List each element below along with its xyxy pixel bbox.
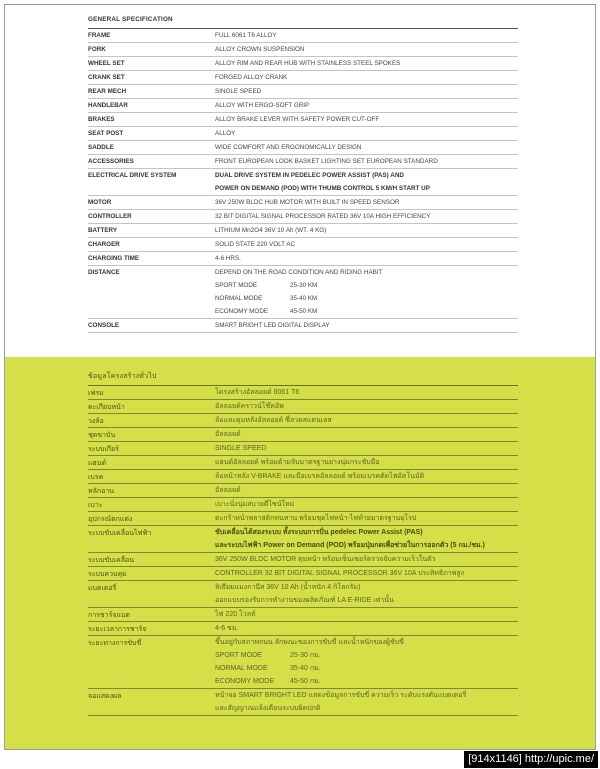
spec-row — [88, 470, 518, 484]
spec-value: เบาะนั่งนุ่มสบายดีไซน์ใหม่ — [215, 501, 295, 508]
spec-label: เฟรม — [88, 390, 104, 397]
distance-mode: ECONOMY MODE — [215, 308, 269, 315]
spec-values — [215, 622, 518, 635]
distance-intro: ขึ้นอยู่กับสภาพถนน ลักษณะของการขับขี่ และน้ำหนักของผู้ขับขี่ — [215, 639, 404, 646]
spec-label: BATTERY — [88, 227, 118, 234]
spec-value: ตะกร้าหน้าพลาสติกทนทาน พร้อมชุดไฟหน้า-ไฟท้ายมาตรฐานยุโรป — [215, 515, 417, 522]
distance-mode-line — [215, 662, 518, 675]
spec-values — [215, 57, 518, 70]
spec-values — [215, 636, 518, 688]
console-value: และสัญญาณแจ้งเตือนระบบผิดปกติ — [215, 705, 321, 712]
spec-row — [88, 442, 518, 456]
spec-label: อุปกรณ์ตกแต่ง — [88, 516, 133, 523]
console-value: SMART BRIGHT LED DIGITAL DISPLAY — [215, 322, 330, 329]
english-spec-title: GENERAL SPECIFICATION — [88, 14, 518, 29]
spec-row — [88, 85, 518, 99]
spec-values — [215, 386, 518, 399]
spec-label: BRAKES — [88, 116, 115, 123]
distance-mode: NORMAL MODE — [215, 665, 268, 672]
spec-row — [88, 581, 518, 608]
spec-value: POWER ON DEMAND (POD) WITH THUMB CONTROL 5 KM/H START UP — [215, 185, 430, 192]
distance-mode: SPORT MODE — [215, 652, 262, 659]
spec-values — [215, 99, 518, 112]
spec-values — [215, 141, 518, 154]
spec-row — [88, 608, 518, 622]
distance-mode-line — [215, 279, 518, 292]
spec-label: WHEEL SET — [88, 60, 125, 67]
spec-row — [88, 553, 518, 567]
spec-row — [88, 567, 518, 581]
spec-row-distance — [88, 266, 518, 319]
spec-value: DUAL DRIVE SYSTEM IN PEDELEC POWER ASSIST (PAS) AND — [215, 172, 404, 179]
spec-label: CHARGING TIME — [88, 255, 140, 262]
spec-label: CONSOLE — [88, 322, 120, 329]
spec-value: อัลลอยด์คราวน์โช๊คอัพ — [215, 403, 284, 410]
spec-values — [215, 210, 518, 223]
console-value: หน้าจอ SMART BRIGHT LED แสดงข้อมูลการขับขี่ ความเร็ว ระดับแรงดันแบตเตอรี่ — [215, 692, 467, 699]
spec-row — [88, 127, 518, 141]
spec-value: อัลลอยด์ — [215, 431, 241, 438]
spec-label: ระบบเกียร์ — [88, 446, 119, 453]
spec-value: ล้อหน้าหลัง V-BRAKE และมือเบรคอัลลอยด์ พร้อมเบรคตัดไฟอัตโนมัติ — [215, 473, 425, 480]
spec-values — [215, 224, 518, 237]
spec-label: ระบบขับเคลื่อน — [88, 557, 134, 564]
spec-label: ระบบขับเคลื่อนไฟฟ้า — [88, 530, 152, 537]
spec-value: ALLOY CROWN SUSPENSION — [215, 46, 305, 53]
spec-values — [215, 581, 518, 607]
spec-values — [215, 608, 518, 621]
spec-row — [88, 141, 518, 155]
spec-label: วงล้อ — [88, 418, 104, 425]
spec-values — [215, 414, 518, 427]
distance-range: 35-40 KM — [290, 295, 318, 302]
spec-row — [88, 99, 518, 113]
spec-value: ออกแบบรองรับการทำงานของผลิตภัณฑ์ LA E-RIDE เท่านั้น — [215, 597, 394, 604]
spec-row-console — [88, 689, 518, 716]
spec-values — [215, 196, 518, 209]
spec-row — [88, 224, 518, 238]
spec-value: SINGLE SPEED — [215, 445, 267, 452]
spec-value: ALLOY WITH ERGO-SOFT GRIP — [215, 102, 310, 109]
spec-value: แฮนด์อัลลอยด์ พร้อมด้ามจับมาตรฐานยางนุ่มกระชับมือ — [215, 459, 380, 466]
spec-row — [88, 29, 518, 43]
spec-value: อัลลอยด์ — [215, 487, 241, 494]
spec-label: CRANK SET — [88, 74, 125, 81]
distance-intro: DEPEND ON THE ROAD CONDITION AND RIDING HABIT — [215, 269, 383, 276]
spec-row — [88, 169, 518, 196]
distance-range: 25-30 กม. — [290, 652, 321, 659]
spec-values — [215, 43, 518, 56]
spec-value: LITHIUM Mn2O4 36V 10 Ah (WT. 4 KG) — [215, 227, 327, 234]
spec-label: การชาร์จแบต — [88, 612, 130, 619]
spec-value: ล้อและดุมหลังอัลลอยด์ ซี่ลวดสแตนเลส — [215, 417, 332, 424]
spec-value: 32 BIT DIGITAL SIGNAL PROCESSOR RATED 36V 10A HIGH EFFICIENCY — [215, 213, 431, 220]
distance-range: 45-50 KM — [290, 308, 318, 315]
spec-value: WIDE COMFORT AND ERGONOMICALLY DESIGN — [215, 144, 362, 151]
spec-values — [215, 484, 518, 497]
spec-label: CONTROLLER — [88, 213, 132, 220]
thai-spec-section — [5, 357, 595, 749]
distance-mode: SPORT MODE — [215, 282, 258, 289]
spec-row — [88, 386, 518, 400]
spec-values — [215, 689, 518, 715]
spec-values — [215, 252, 518, 265]
spec-label: SEAT POST — [88, 130, 124, 137]
spec-values — [215, 400, 518, 413]
spec-label: เบรค — [88, 474, 104, 481]
spec-values — [215, 512, 518, 525]
spec-row — [88, 400, 518, 414]
spec-value: ALLOY — [215, 130, 236, 137]
watermark: [914x1146] http://upic.me/ — [464, 751, 598, 768]
distance-range: 45-50 กม. — [290, 678, 321, 685]
spec-value: ลิเธียมแมงกานีส 36V 10 Ah (น้ำหนัก 4 กิโลกรัม) — [215, 584, 361, 591]
english-spec-table — [88, 14, 518, 333]
spec-value: ALLOY BRAKE LEVER WITH SAFETY POWER CUT-OFF — [215, 116, 380, 123]
spec-value: 36V 250W BLDC MOTOR ดุมหน้า พร้อมเซ็นเซอร์ตรวจจับความเร็วในตัว — [215, 556, 436, 563]
spec-value: ไฟ 220 โวลท์ — [215, 611, 256, 618]
spec-values — [215, 113, 518, 126]
spec-label: ACCESSORIES — [88, 158, 134, 165]
spec-row — [88, 43, 518, 57]
spec-row — [88, 456, 518, 470]
spec-values — [215, 169, 518, 195]
spec-values — [215, 85, 518, 98]
spec-label: FRAME — [88, 32, 111, 39]
spec-label: หลักอาน — [88, 488, 115, 495]
spec-row — [88, 414, 518, 428]
distance-mode-line — [215, 305, 518, 318]
spec-values — [215, 238, 518, 251]
spec-value: 36V 250W BLDC HUB MOTOR WITH BUILT IN SPEED SENSOR — [215, 199, 400, 206]
spec-label: REAR MECH — [88, 88, 127, 95]
spec-row-distance — [88, 636, 518, 689]
spec-values — [215, 319, 518, 332]
distance-mode-line — [215, 649, 518, 662]
spec-label: ตะเกียบหน้า — [88, 404, 125, 411]
spec-label: จอแสดงผล — [88, 693, 122, 700]
spec-label: ELECTRICAL DRIVE SYSTEM — [88, 172, 177, 179]
spec-sheet-page — [4, 4, 596, 750]
spec-label: ระบบควบคุม — [88, 571, 127, 578]
spec-row — [88, 428, 518, 442]
spec-value: โครงสร้างอัลลอยด์ 6061 T6 — [215, 389, 300, 396]
spec-label: ระยะเวลาการชาร์จ — [88, 626, 147, 633]
spec-value: SOLID STATE 220 VOLT AC — [215, 241, 296, 248]
spec-row — [88, 196, 518, 210]
spec-label: CHARGER — [88, 241, 120, 248]
spec-values — [215, 127, 518, 140]
spec-label: ระยะทางการขับขี่ — [88, 640, 142, 647]
spec-value: ALLOY RIM AND REAR HUB WITH STAINLESS STEEL SPOKES — [215, 60, 401, 67]
spec-row — [88, 57, 518, 71]
spec-row — [88, 210, 518, 224]
spec-row — [88, 498, 518, 512]
spec-values — [215, 498, 518, 511]
spec-values — [215, 442, 518, 455]
distance-mode-line — [215, 675, 518, 688]
thai-spec-title: ข้อมูลโครงสร้างทั่วไป — [88, 371, 518, 386]
spec-values — [215, 526, 518, 552]
spec-values — [215, 456, 518, 469]
spec-row — [88, 113, 518, 127]
distance-mode-line — [215, 292, 518, 305]
spec-row — [88, 238, 518, 252]
spec-values — [215, 567, 518, 580]
spec-label: MOTOR — [88, 199, 112, 206]
spec-label: DISTANCE — [88, 269, 120, 276]
spec-label: แบตเตอรี่ — [88, 585, 117, 592]
spec-label: แฮนด์ — [88, 460, 107, 467]
spec-value: FORGED ALLOY CRANK — [215, 74, 288, 81]
spec-row — [88, 526, 518, 553]
spec-value: และระบบไฟฟ้า Power on Demand (POD) พร้อมปุ่มกดเพื่อช่วยในการออกตัว (5 กม./ชม.) — [215, 542, 485, 549]
spec-values — [215, 553, 518, 566]
spec-value: 4-6 ชม. — [215, 625, 239, 632]
spec-row — [88, 155, 518, 169]
spec-values — [215, 428, 518, 441]
spec-row — [88, 71, 518, 85]
spec-values — [215, 266, 518, 318]
spec-label: FORK — [88, 46, 106, 53]
distance-range: 35-40 กม. — [290, 665, 321, 672]
distance-mode: ECONOMY MODE — [215, 678, 274, 685]
thai-spec-table — [88, 371, 518, 716]
spec-row — [88, 622, 518, 636]
spec-value: FRONT EUROPEAN LOOK BASKET LIGHTING SET EUROPEAN STANDARD — [215, 158, 438, 165]
spec-label: HANDLEBAR — [88, 102, 128, 109]
spec-label: เบาะ — [88, 502, 103, 509]
spec-value: SINGLE SPEED — [215, 88, 262, 95]
spec-label: ชุดขาบัน — [88, 432, 116, 439]
spec-values — [215, 155, 518, 168]
spec-row — [88, 484, 518, 498]
english-spec-section — [5, 5, 595, 357]
spec-values — [215, 71, 518, 84]
spec-row-console — [88, 319, 518, 333]
spec-row — [88, 252, 518, 266]
spec-values — [215, 470, 518, 483]
distance-range: 25-30 KM — [290, 282, 318, 289]
spec-value: CONTROLLER 32 BIT DIGITAL SIGNAL PROCESSOR 36V 10A ประสิทธิภาพสูง — [215, 570, 465, 577]
spec-row — [88, 512, 518, 526]
spec-value: ขับเคลื่อนได้สองระบบ ทั้งระบบการปั่น pedelec Power Assist (PAS) — [215, 529, 423, 536]
spec-value: 4-6 HRS. — [215, 255, 241, 262]
distance-mode: NORMAL MODE — [215, 295, 263, 302]
spec-label: SADDLE — [88, 144, 114, 151]
spec-value: FULL 6061 T6 ALLOY — [215, 32, 277, 39]
spec-values — [215, 29, 518, 42]
